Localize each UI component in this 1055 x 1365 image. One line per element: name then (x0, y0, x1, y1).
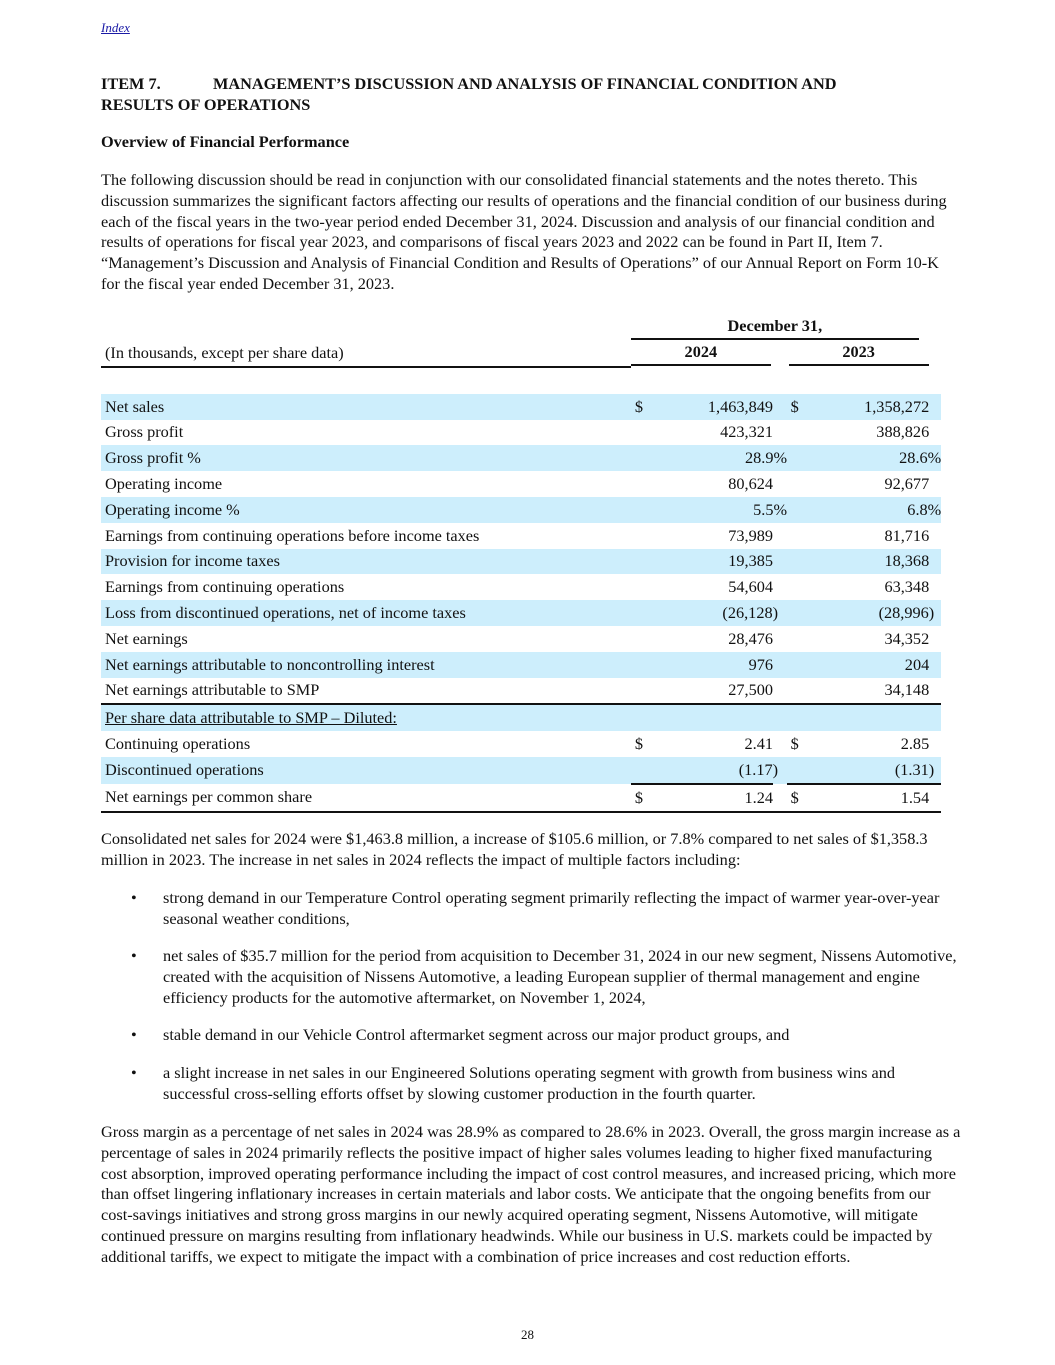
page-number: 28 (521, 1327, 534, 1342)
table-row: Earnings from continuing operations before income taxes 73,989 81,716 (105, 525, 930, 545)
table-row: Discontinued operations (1.17) (1.31) (101, 757, 941, 784)
table-row: Net sales $ 1,463,849 $ 1,358,272 (101, 394, 941, 420)
list-item: • strong demand in our Temperature Control operating segment primarily reflecting the impact of warmer year-over-year seasonal weather conditions, (131, 888, 940, 928)
net-sales-paragraph: Consolidated net sales for 2024 were $1,463.8 million, a increase of $105.6 million, or 7.8% compared to net sales of $1,358.3 million in 2023. The increase in net sales in 2024 reflects the impact of multiple factors including: (101, 829, 928, 869)
item-title-line2: RESULTS OF OPERATIONS (101, 95, 311, 114)
item-number: ITEM 7. (101, 74, 161, 93)
bullet-icon: • (131, 946, 137, 965)
spacer-row (101, 367, 941, 394)
column-header-row (101, 340, 941, 367)
table-row: Provision for income taxes 19,385 18,368 (101, 549, 941, 575)
table-row: Net earnings attributable to noncontrolling interest 976 204 (101, 652, 941, 678)
table-row-total: Net earnings per common share $ 1.24 $ 1.54 (101, 784, 941, 812)
table-row: Net earnings 28,476 34,352 (105, 628, 930, 648)
table-row: Continuing operations $ 2.41 $ 2.85 (105, 734, 930, 754)
col-header-2023: 2023 (789, 340, 929, 366)
gross-margin-paragraph: Gross margin as a percentage of net sales in 2024 was 28.9% as compared to 28.6% in 2023. Overall, the gross margin increase as a percentage of sales in 2024 primarily reflects the positive impact of higher sales volumes leading to higher fixed manufacturing cost absorption, improved operating performance including the impact of cost control measures, and increased pricing, which more than offset lingering inflationary increases in certain materials and labor costs. We anticipate that the ongoing benefits from our cost-savings initiatives and strong gross margins in our newly acquired operating segment, Nissens Automotive, will mitigate continued pressure on margins resulting from inflationary headwinds. While our business in U.S. markets could be impacted by additional tariffs, we expect to mitigate the impact with a combination of price increases and cost reduction efforts. (101, 1122, 961, 1266)
table-row: Net earnings attributable to SMP 27,500 34,148 (101, 678, 941, 705)
units-label: (In thousands, except per share data) (101, 340, 631, 367)
index-link[interactable]: Index (101, 20, 130, 35)
section-title: Overview of Financial Performance (101, 132, 350, 151)
table-row: Gross profit 423,321 388,826 (105, 422, 930, 442)
table-row-subheader: Per share data attributable to SMP – Diluted: (101, 704, 941, 731)
list-item: • net sales of $35.7 million for the period from acquisition to December 31, 2024 in our new segment, Nissens Automotive, created with the acquisition of Nissens Automotive, a leading European supplier of thermal management and engine efficiency products for the automotive aftermarket, on November 1, 2024, (131, 946, 957, 1007)
intro-paragraph: The following discussion should be read in conjunction with our consolidated financial statements and the notes thereto. This discussion summarizes the significant factors affecting our results of operations and the financial condition of our business during each of the fiscal years in the two-year period ended December 31, 2024. Discussion and analysis of our financial condition and results of operations for fiscal year 2023, and comparisons of fiscal years 2023 and 2022 can be found in Part II, Item 7. “Management’s Discussion and Analysis of Financial Condition and Results of Operations” of our Annual Report on Form 10-K for the fiscal year ended December 31, 2023. (101, 170, 947, 293)
list-item: • stable demand in our Vehicle Control aftermarket segment across our major product groups, and (131, 1025, 790, 1044)
table-row: Gross profit % 28.9% 28.6% (101, 445, 941, 471)
table-row: Loss from discontinued operations, net of income taxes (26,128) (28,996) (101, 600, 941, 626)
table-row: Earnings from continuing operations 54,604 63,348 (105, 577, 930, 597)
table-row: Operating income % 5.5% 6.8% (101, 497, 941, 523)
period-header: December 31, (631, 314, 919, 340)
period-header-row (101, 314, 941, 340)
bullet-icon: • (131, 888, 137, 907)
table-row: Operating income 80,624 92,677 (105, 474, 930, 494)
bullet-icon: • (131, 1063, 137, 1082)
financial-summary-table (101, 314, 941, 813)
col-header-2024: 2024 (631, 340, 771, 366)
item-title-line1: MANAGEMENT’S DISCUSSION AND ANALYSIS OF FINANCIAL CONDITION AND (213, 74, 837, 93)
list-item: • a slight increase in net sales in our Engineered Solutions operating segment with growth from business wins and successful cross-selling efforts offset by slowing customer production in the fourth quarter. (131, 1063, 896, 1103)
bullet-icon: • (131, 1025, 137, 1044)
item-heading (101, 73, 961, 115)
